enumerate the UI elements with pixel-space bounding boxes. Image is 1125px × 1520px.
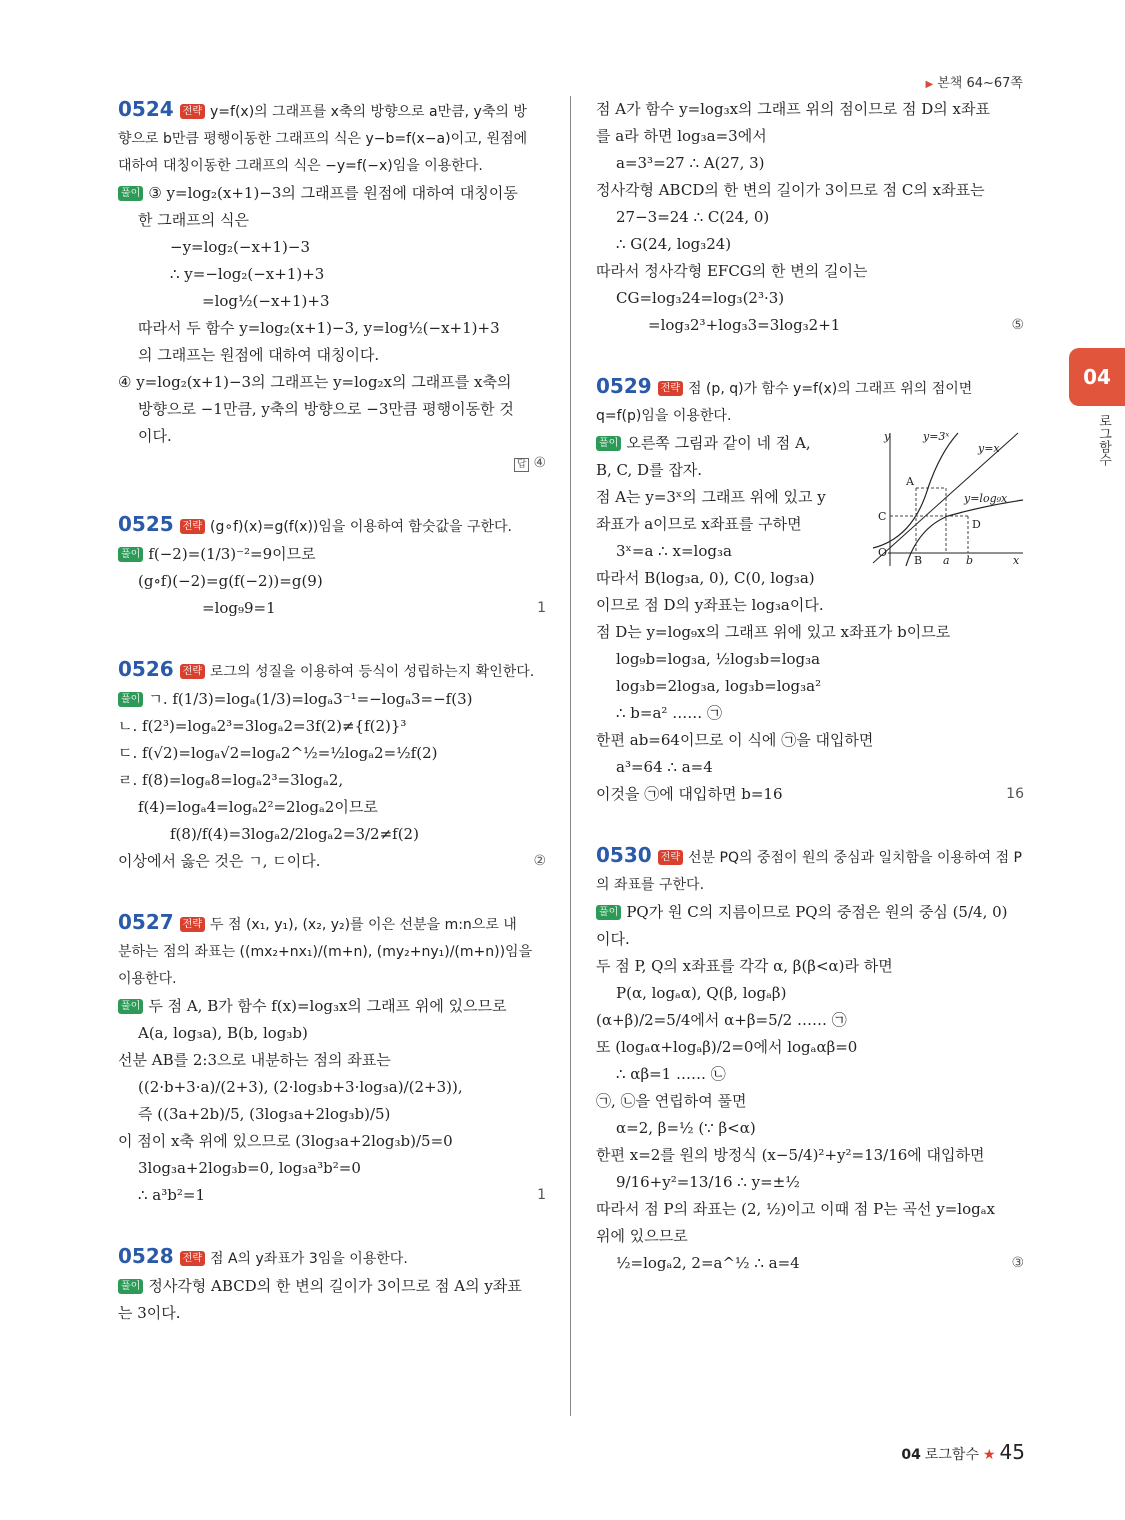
line-text: 선분 AB를 2:3으로 내분하는 점의 좌표는: [118, 1051, 391, 1069]
text-line: [596, 980, 1024, 1007]
line-text: f(4)=logₐ4=logₐ2²=2logₐ2이므로: [138, 798, 378, 816]
line-text: ½=logₐ2, 2=a^½ ∴ a=4: [616, 1254, 800, 1272]
text-line: [596, 1142, 1024, 1169]
line-text: a³=64 ∴ a=4: [616, 758, 713, 776]
text-line: [118, 1209, 546, 1243]
line-text: log₉b=log₃a, ½log₃b=log₃a: [616, 650, 821, 668]
page-reference: ▶ 본책 64~67쪽: [925, 76, 1023, 91]
text-line: [118, 234, 546, 261]
text-line: [118, 993, 546, 1020]
text-line: [596, 953, 1024, 980]
text-line: [596, 619, 1024, 646]
problem-number: 0524: [118, 97, 174, 121]
line-text: 또 (logₐα+logₐβ)/2=0에서 logₐαβ=0: [596, 1038, 858, 1056]
line-text: ㄴ. f(2³)=logₐ2³=3logₐ2=3f(2)≠{f(2)}³: [118, 717, 407, 735]
line-text: 따라서 정사각형 EFCG의 한 변의 길이는: [596, 262, 868, 280]
graph-label-B: B: [914, 554, 923, 567]
line-text: 즉 ((3a+2b)/5, (3log₃a+2log₃b)/5): [138, 1105, 391, 1123]
text-line: [596, 1196, 1024, 1223]
line-text: ∴ αβ=1 …… ㉡: [616, 1065, 726, 1083]
text-line: [596, 231, 1024, 258]
text-line: [118, 126, 546, 153]
line-text: 두 점 A, B가 함수 f(x)=log₃x의 그래프 위에 있으므로: [148, 997, 507, 1015]
line-text: 두 점 P, Q의 x좌표를 각각 α, β(β<α)라 하면: [596, 957, 893, 975]
text-line: [596, 1088, 1024, 1115]
text-line: [596, 926, 1024, 953]
solution-badge: 풀이: [118, 692, 143, 707]
problem-heading: [596, 842, 1024, 872]
text-line: [118, 1047, 546, 1074]
text-line: [596, 727, 1024, 754]
line-text: 향으로 b만큼 평행이동한 그래프의 식은 y−b=f(x−a)이고, 원점에: [118, 131, 528, 147]
text-line: [596, 1250, 1024, 1277]
solution-badge: 풀이: [118, 1279, 143, 1294]
line-text: P(α, logₐα), Q(β, logₐβ): [616, 984, 787, 1002]
line-text: 9/16+y²=13/16 ∴ y=±½: [616, 1173, 800, 1191]
text-line: [118, 875, 546, 909]
column-divider: [570, 96, 571, 1416]
footer-chapter: 04: [901, 1447, 921, 1463]
line-text: 방향으로 −1만큼, y축의 방향으로 −3만큼 평행이동한 것: [138, 400, 514, 418]
answer-value: ②: [533, 853, 546, 869]
problem-heading: [118, 511, 546, 541]
line-text: ㄱ. f(1/3)=logₐ(1/3)=logₐ3⁻¹=−logₐ3=−f(3): [148, 690, 473, 708]
text-line: [118, 939, 546, 993]
text-line: [596, 1061, 1024, 1088]
strategy-badge: 전략: [180, 917, 205, 932]
answer-value: 16: [1006, 786, 1024, 802]
problem-number: 0529: [596, 374, 652, 398]
line-text: ∴ G(24, log₃24): [616, 235, 732, 253]
text-line: [118, 315, 546, 342]
line-text: =log½(−x+1)+3: [202, 292, 330, 310]
line-text: 따라서 B(log₃a, 0), C(0, log₃a): [596, 569, 815, 587]
graph-curve-log: [906, 500, 1023, 566]
text-line: [596, 150, 1024, 177]
graph-label-log: y=log₉x: [964, 492, 1008, 505]
answer-line: [118, 450, 546, 477]
graph-label-A: A: [906, 475, 914, 488]
line-text: 3log₃a+2log₃b=0, log₃a³b²=0: [138, 1159, 361, 1177]
line-text: 한편 x=2를 원의 방정식 (x−5/4)²+y²=13/16에 대입하면: [596, 1146, 985, 1164]
text-line: [118, 1182, 546, 1209]
line-text: 한 그래프의 식은: [138, 211, 249, 229]
answer-box: 답: [514, 458, 530, 472]
line-text: (g∘f)(−2)=g(f(−2))=g(9): [138, 572, 323, 590]
line-text: 정사각형 ABCD의 한 변의 길이가 3이므로 점 C의 x좌표는: [596, 181, 985, 199]
line-text: 점 A가 함수 y=log₃x의 그래프 위의 점이므로 점 D의 x좌표: [596, 100, 990, 118]
page-number: 45: [999, 1440, 1025, 1464]
text-line: [118, 821, 546, 848]
line-text: ∴ y=−log₂(−x+1)+3: [170, 265, 325, 283]
chapter-tab-title: 로그함수: [1096, 414, 1111, 466]
problem-number: 0525: [118, 512, 174, 536]
text-line: [596, 781, 1024, 808]
text-line: [118, 369, 546, 396]
text-line: [118, 1020, 546, 1047]
line-text: α=2, β=½ (∵ β<α): [616, 1119, 756, 1137]
line-text: 점 A는 y=3ˣ의 그래프 위에 있고 y: [596, 488, 826, 506]
text-line: [118, 1101, 546, 1128]
line-text: 는 3이다.: [118, 1304, 181, 1322]
text-line: [596, 646, 1024, 673]
text-line: [118, 1128, 546, 1155]
line-text: −y=log₂(−x+1)−3: [170, 238, 311, 256]
line-text: 분하는 점의 좌표는 ((mx₂+nx₁)/(m+n), (my₂+ny₁)/(m+n))임을 이용한다.: [118, 944, 533, 987]
graph-figure: [868, 428, 1028, 568]
line-text: f(8)/f(4)=3logₐ2/2logₐ2=3/2≠f(2): [170, 825, 419, 843]
graph-label-C: C: [878, 510, 887, 523]
line-text: ④: [533, 455, 546, 471]
right-column: [596, 96, 1024, 1277]
line-text: 를 a라 하면 log₃a=3에서: [596, 127, 767, 145]
graph-label-yx: y=x: [978, 442, 1000, 455]
line-text: log₃b=2log₃a, log₃b=log₃a²: [616, 677, 822, 695]
text-line: [118, 477, 546, 511]
line-text: 이것을 ㉠에 대입하면 b=16: [596, 785, 783, 803]
text-line: [118, 342, 546, 369]
line-text: ㉠, ㉡을 연립하여 풀면: [596, 1092, 747, 1110]
line-text: 오른쪽 그림과 같이 네 점 A,: [626, 434, 811, 452]
solution-badge: 풀이: [596, 905, 621, 920]
text-line: [118, 1300, 546, 1327]
line-text: 이다.: [138, 427, 172, 445]
text-line: [118, 595, 546, 622]
text-line: [596, 312, 1024, 339]
line-text: ∴ a³b²=1: [138, 1186, 205, 1204]
strategy-badge: 전략: [180, 519, 205, 534]
text-line: [596, 96, 1024, 123]
text-line: [118, 1273, 546, 1300]
line-text: 점 D는 y=log₉x의 그래프 위에 있고 x좌표가 b이므로: [596, 623, 951, 641]
line-text: ㄹ. f(8)=logₐ8=logₐ2³=3logₐ2,: [118, 771, 344, 789]
line-text: y=f(x)의 그래프를 x축의 방향으로 a만큼, y축의 방: [210, 104, 527, 120]
line-text: ((2·b+3·a)/(2+3), (2·log₃b+3·log₃a)/(2+3)),: [138, 1078, 463, 1096]
text-line: [596, 1034, 1024, 1061]
line-text: 이다.: [596, 930, 630, 948]
text-line: [118, 1074, 546, 1101]
problem-heading: [118, 1243, 546, 1273]
solution-badge: 풀이: [596, 436, 621, 451]
graph-label-a: a: [943, 554, 950, 567]
text-line: [118, 713, 546, 740]
text-line: [596, 123, 1024, 150]
graph-label-b: b: [966, 554, 974, 567]
text-line: [596, 592, 1024, 619]
text-line: [596, 872, 1024, 899]
line-text: ③ y=log₂(x+1)−3의 그래프를 원점에 대하여 대칭이동: [148, 184, 518, 202]
text-line: [596, 403, 1024, 430]
strategy-badge: 전략: [180, 104, 205, 119]
line-text: =log₃2³+log₃3=3log₃2+1: [648, 316, 841, 334]
strategy-badge: 전략: [180, 1251, 205, 1266]
line-text: 두 점 (x₁, y₁), (x₂, y₂)를 이은 선분을 m:n으로 내: [210, 917, 517, 933]
problem-number: 0528: [118, 1244, 174, 1268]
line-text: 정사각형 ABCD의 한 변의 길이가 3이므로 점 A의 y좌표: [148, 1277, 522, 1295]
line-text: A(a, log₃a), B(b, log₃b): [138, 1024, 308, 1042]
strategy-badge: 전략: [658, 381, 683, 396]
text-line: [596, 1115, 1024, 1142]
line-text: q=f(p)임을 이용한다.: [596, 408, 732, 424]
text-line: [596, 1007, 1024, 1034]
problem-number: 0530: [596, 843, 652, 867]
solution-badge: 풀이: [118, 186, 143, 201]
line-text: 이므로 점 D의 y좌표는 log₃a이다.: [596, 596, 824, 614]
text-line: [118, 207, 546, 234]
answer-value: ⑤: [1011, 317, 1024, 333]
line-text: 3ˣ=a ∴ x=log₃a: [616, 542, 732, 560]
line-text: 의 그래프는 원점에 대하여 대칭이다.: [138, 346, 380, 364]
problem-number: 0526: [118, 657, 174, 681]
line-text: 의 좌표를 구한다.: [596, 877, 705, 893]
text-line: [596, 808, 1024, 842]
problem-heading: [596, 373, 1024, 403]
line-text: ㄷ. f(√2)=logₐ√2=logₐ2^½=½logₐ2=½f(2): [118, 744, 438, 762]
text-line: [118, 686, 546, 713]
left-column: [118, 96, 546, 1327]
text-line: [118, 180, 546, 207]
text-line: [118, 261, 546, 288]
answer-value: 1: [537, 1187, 546, 1203]
text-line: [596, 204, 1024, 231]
line-text: 좌표가 a이므로 x좌표를 구하면: [596, 515, 802, 533]
answer-value: ③: [1011, 1255, 1024, 1271]
line-text: CG=log₃24=log₃(2³·3): [616, 289, 785, 307]
line-text: 따라서 두 함수 y=log₂(x+1)−3, y=log½(−x+1)+3: [138, 319, 500, 337]
text-line: [596, 339, 1024, 373]
problem-heading: [118, 96, 546, 126]
text-line: [118, 396, 546, 423]
line-text: 로그의 성질을 이용하여 등식이 성립하는지 확인한다.: [210, 664, 535, 680]
strategy-badge: 전략: [658, 850, 683, 865]
text-line: [118, 288, 546, 315]
line-text: ∴ b=a² …… ㉠: [616, 704, 722, 722]
problem-number: 0527: [118, 910, 174, 934]
page-footer: [901, 1440, 1025, 1464]
line-text: 한편 ab=64이므로 이 식에 ㉠을 대입하면: [596, 731, 874, 749]
line-text: 이상에서 옳은 것은 ㄱ, ㄷ이다.: [118, 852, 321, 870]
star-icon: ★: [982, 1447, 996, 1463]
solution-badge: 풀이: [118, 999, 143, 1014]
text-line: [118, 541, 546, 568]
text-line: [596, 258, 1024, 285]
text-line: [118, 153, 546, 180]
problem-heading: [118, 656, 546, 686]
line-text: ④ y=log₂(x+1)−3의 그래프는 y=log₂x의 그래프를 x축의: [118, 373, 512, 391]
answer-value: 1: [537, 600, 546, 616]
line-text: B, C, D를 잡자.: [596, 461, 703, 479]
graph-label-x: x: [1013, 554, 1020, 567]
text-line: [118, 1155, 546, 1182]
line-text: f(−2)=(1/3)⁻²=9이므로: [148, 545, 316, 563]
line-text: 점 A의 y좌표가 3임을 이용한다.: [210, 1251, 408, 1267]
line-text: 위에 있으므로: [596, 1227, 688, 1245]
footer-title: 로그함수: [924, 1447, 979, 1463]
line-text: a=3³=27 ∴ A(27, 3): [616, 154, 765, 172]
text-line: [118, 423, 546, 450]
line-text: 이 점이 x축 위에 있으므로 (3log₃a+2log₃b)/5=0: [118, 1132, 453, 1150]
text-line: [596, 899, 1024, 926]
text-line: [118, 740, 546, 767]
line-text: (α+β)/2=5/4에서 α+β=5/2 …… ㉠: [596, 1011, 847, 1029]
text-line: [118, 568, 546, 595]
graph-label-y: y: [884, 430, 891, 443]
line-text: 점 (p, q)가 함수 y=f(x)의 그래프 위의 점이면: [688, 381, 973, 397]
line-text: (g∘f)(x)=g(f(x))임을 이용하여 함숫값을 구한다.: [210, 519, 513, 535]
text-line: [596, 754, 1024, 781]
graph-label-exp: y=3ˣ: [923, 430, 950, 443]
text-line: [118, 767, 546, 794]
text-line: [118, 794, 546, 821]
text-line: [596, 700, 1024, 727]
text-line: [596, 285, 1024, 312]
text-line: [596, 1169, 1024, 1196]
line-text: PQ가 원 C의 지름이므로 PQ의 중점은 원의 중심 (5/4, 0): [626, 903, 1008, 921]
solution-badge: 풀이: [118, 547, 143, 562]
text-line: [118, 848, 546, 875]
line-text: 선분 PQ의 중점이 원의 중심과 일치함을 이용하여 점 P: [688, 850, 1022, 866]
text-line: [596, 565, 1024, 592]
graph-label-D: D: [972, 518, 981, 531]
text-line: [596, 1223, 1024, 1250]
line-text: 27−3=24 ∴ C(24, 0): [616, 208, 770, 226]
line-text: 대하여 대칭이동한 그래프의 식은 −y=f(−x)임을 이용한다.: [118, 158, 483, 174]
graph-label-O: O: [878, 546, 888, 559]
text-line: [118, 622, 546, 656]
line-text: =log₉9=1: [202, 599, 276, 617]
line-text: 따라서 점 P의 좌표는 (2, ½)이고 이때 점 P는 곡선 y=logₐx: [596, 1200, 995, 1218]
problem-heading: [118, 909, 546, 939]
text-line: [596, 177, 1024, 204]
text-line: [596, 673, 1024, 700]
strategy-badge: 전략: [180, 664, 205, 679]
chapter-tab: 04: [1069, 348, 1125, 406]
